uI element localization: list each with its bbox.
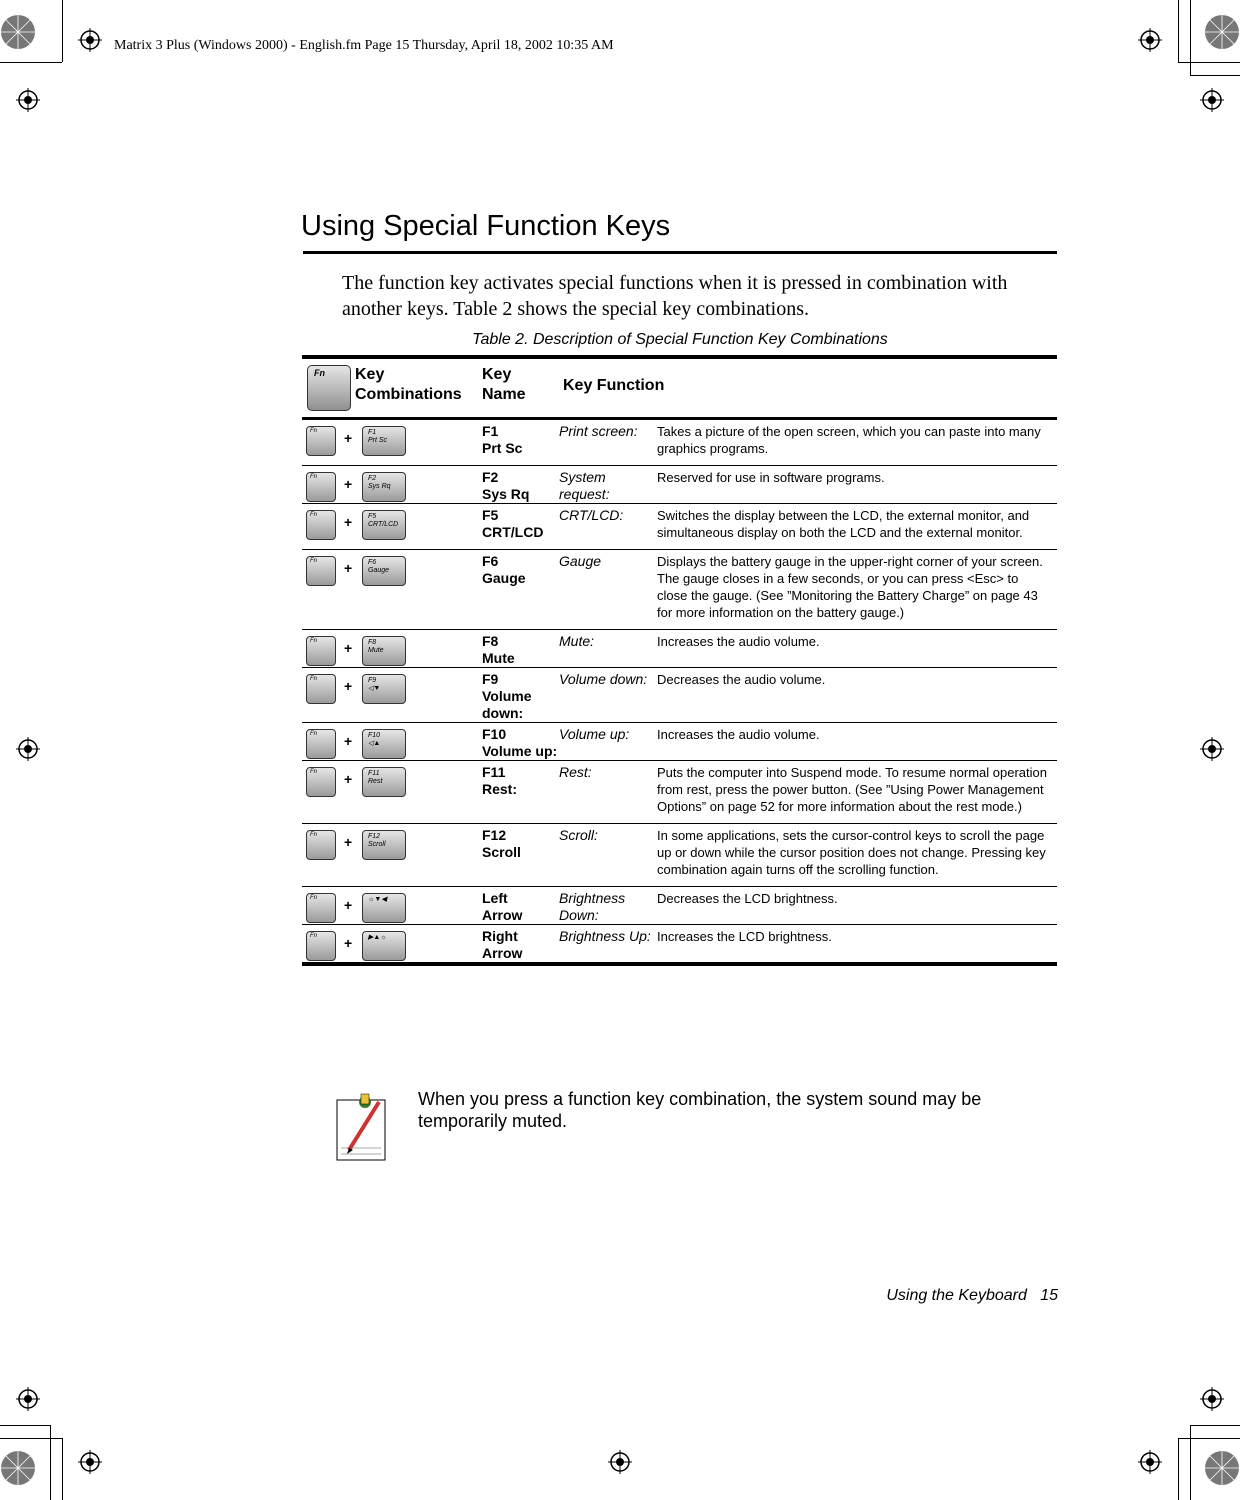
file-header: Matrix 3 Plus (Windows 2000) - English.fm Page 15 Thursday, April 18, 2002 10:35 AM	[114, 38, 614, 53]
function-key-icon: F9 ◁▼	[362, 674, 406, 704]
function-key-icon: F5 CRT/LCD	[362, 510, 406, 540]
table-row	[302, 504, 1057, 550]
key-function-description: In some applications, sets the cursor-control keys to scroll the page up or down while the cursor position does not change. Pressing key combination again turns off the scrolling function.	[657, 828, 1046, 877]
registration-mark-icon	[1200, 737, 1224, 761]
key-combination-cell	[302, 550, 482, 630]
color-target-icon	[1204, 14, 1240, 50]
table-row	[302, 630, 1057, 668]
key-function-description: Switches the display between the LCD, the external monitor, and simultaneous display on both the LCD and the external monitor.	[657, 508, 1030, 540]
function-key-icon: ☼▼◀	[362, 893, 406, 923]
key-name-cell	[482, 550, 559, 630]
function-key-icon: ▶▲☼	[362, 931, 406, 961]
key-function-description: Reserved for use in software programs.	[657, 470, 885, 485]
registration-mark-icon	[16, 737, 40, 761]
plus-sign: +	[344, 678, 353, 694]
registration-mark-icon	[608, 1450, 632, 1474]
plus-sign: +	[344, 897, 353, 913]
fn-key-icon: Fn	[306, 931, 336, 961]
key-label: Volume up:	[482, 743, 558, 759]
title-rule	[303, 251, 1057, 254]
key-combination-cell	[302, 419, 482, 466]
registration-mark-icon	[78, 1450, 102, 1474]
function-key-icon: F2 Sys Rq	[362, 472, 406, 502]
fn-key-icon: Fn	[306, 830, 336, 860]
key-name: F5	[482, 507, 499, 523]
key-label: Sys Rq	[482, 486, 530, 502]
function-key-icon: F10 ◁▲	[362, 729, 406, 759]
table-row	[302, 887, 1057, 925]
fn-key-icon: Fn	[306, 472, 336, 502]
key-name-cell	[482, 723, 559, 761]
key-name-cell	[482, 824, 559, 887]
key-name: F11	[482, 764, 506, 780]
table-header-row	[302, 357, 1057, 419]
key-function-description: Takes a picture of the open screen, which you can paste into many graphics programs.	[657, 424, 1041, 456]
key-function-description: Decreases the audio volume.	[657, 672, 826, 687]
key-combination-cell	[302, 925, 482, 965]
key-label: Mute	[482, 650, 515, 666]
key-combination-cell	[302, 466, 482, 504]
table-row	[302, 925, 1057, 965]
key-function-name: Brightness Down:	[559, 890, 626, 923]
key-combination-cell	[302, 504, 482, 550]
function-key-icon: F12 Scroll	[362, 830, 406, 860]
table-body	[302, 419, 1057, 965]
key-function-description: Puts the computer into Suspend mode. To resume normal operation from rest, press the power button. (See ”Using Power Management Options” on page 52 for more information about the rest mode.)	[657, 765, 1047, 814]
key-name: Right	[482, 928, 518, 944]
key-function-description: Increases the LCD brightness.	[657, 929, 832, 944]
key-name-cell	[482, 466, 559, 504]
key-combination-cell	[302, 630, 482, 668]
fn-key-icon: Fn	[306, 674, 336, 704]
plus-sign: +	[344, 733, 353, 749]
key-combination-cell	[302, 723, 482, 761]
intro-paragraph: The function key activates special functions when it is pressed in combination with another keys. Table 2 shows the special key combinations.	[342, 272, 1008, 320]
table-row	[302, 761, 1057, 824]
page-number: 15	[1040, 1287, 1058, 1304]
key-function-name: Scroll:	[559, 827, 598, 843]
key-combination-cell	[302, 761, 482, 824]
key-label: Scroll	[482, 844, 521, 860]
plus-sign: +	[344, 771, 353, 787]
key-function-name: CRT/LCD:	[559, 507, 624, 523]
key-name-cell	[482, 925, 559, 965]
key-name: F12	[482, 827, 507, 843]
key-name-cell	[482, 630, 559, 668]
key-combination-cell	[302, 824, 482, 887]
function-key-icon: F8 Mute	[362, 636, 406, 666]
registration-mark-icon	[1200, 88, 1224, 112]
plus-sign: +	[344, 640, 353, 656]
key-function-name: Print screen:	[559, 423, 638, 439]
registration-mark-icon	[16, 88, 40, 112]
table-caption: Table 2. Description of Special Function Key Combinations	[472, 331, 888, 348]
fn-key-icon: Fn	[306, 729, 336, 759]
header-combinations	[302, 357, 482, 419]
table-row	[302, 419, 1057, 466]
page-title: Using Special Function Keys	[301, 210, 671, 242]
registration-mark-icon	[1200, 1387, 1224, 1411]
key-name-cell	[482, 419, 559, 466]
fn-key-icon: Fn	[307, 365, 351, 411]
note-text: When you press a function key combination, the system sound may be temporarily muted.	[418, 1089, 982, 1131]
key-label: CRT/LCD	[482, 524, 544, 540]
table-row	[302, 466, 1057, 504]
header-key-function: Key Function	[563, 377, 665, 394]
table-row	[302, 668, 1057, 723]
key-function-name: Gauge	[559, 553, 602, 569]
key-name: F2	[482, 469, 499, 485]
key-function-description: Increases the audio volume.	[657, 634, 820, 649]
key-name-cell	[482, 761, 559, 824]
key-name: Left	[482, 890, 508, 906]
key-function-name: Brightness Up:	[559, 928, 651, 944]
plus-sign: +	[344, 560, 353, 576]
table-row	[302, 550, 1057, 630]
key-name: F8	[482, 633, 499, 649]
header-key-name: Key Name	[482, 366, 526, 403]
color-target-icon	[0, 14, 36, 50]
key-name: F9	[482, 671, 499, 687]
key-label: Prt Sc	[482, 440, 523, 456]
plus-sign: +	[344, 430, 353, 446]
note-pencil-icon	[335, 1092, 391, 1162]
registration-mark-icon	[1138, 28, 1162, 52]
key-name-cell	[482, 887, 559, 925]
key-label: Arrow	[482, 907, 523, 923]
key-function-name: Mute:	[559, 633, 595, 649]
function-key-icon: F6 Gauge	[362, 556, 406, 586]
registration-mark-icon	[16, 1387, 40, 1411]
header-combinations-label: Key Combinations	[355, 366, 462, 403]
key-function-description: Increases the audio volume.	[657, 727, 820, 742]
function-key-icon: F11 Rest	[362, 767, 406, 797]
key-name: F1	[482, 423, 499, 439]
fn-key-icon: Fn	[306, 510, 336, 540]
plus-sign: +	[344, 935, 353, 951]
key-label: Volume down:	[482, 688, 532, 721]
key-label: Gauge	[482, 570, 526, 586]
key-function-name: Volume up:	[559, 726, 630, 742]
key-name-cell	[482, 668, 559, 723]
function-key-table	[302, 355, 1057, 966]
key-combination-cell	[302, 887, 482, 925]
fn-key-icon: Fn	[306, 426, 336, 456]
color-target-icon	[0, 1450, 36, 1486]
key-name: F10	[482, 726, 507, 742]
key-function-description: Decreases the LCD brightness.	[657, 891, 838, 906]
fn-key-icon: Fn	[306, 636, 336, 666]
key-function-name: System request:	[559, 469, 610, 502]
registration-mark-icon	[78, 28, 102, 52]
page-footer	[886, 1287, 1058, 1305]
color-target-icon	[1204, 1450, 1240, 1486]
fn-key-icon: Fn	[306, 893, 336, 923]
key-label: Rest:	[482, 781, 518, 797]
plus-sign: +	[344, 476, 353, 492]
key-label: Arrow	[482, 945, 523, 961]
footer-section: Using the Keyboard	[886, 1287, 1027, 1304]
key-name: F6	[482, 553, 499, 569]
registration-mark-icon	[1138, 1450, 1162, 1474]
key-combination-cell	[302, 668, 482, 723]
fn-key-icon: Fn	[306, 556, 336, 586]
key-function-name: Rest:	[559, 764, 592, 780]
key-function-description: Displays the battery gauge in the upper-right corner of your screen. The gauge closes in a few seconds, or you can press <Esc> to close the gauge. (See ”Monitoring the Battery Charge” on page 43 for more information on the battery gauge.)	[657, 554, 1043, 620]
table-row	[302, 723, 1057, 761]
fn-key-icon: Fn	[306, 767, 336, 797]
plus-sign: +	[344, 514, 353, 530]
key-function-name: Volume down:	[559, 671, 648, 687]
plus-sign: +	[344, 834, 353, 850]
table-row	[302, 824, 1057, 887]
function-key-icon: F1 Prt Sc	[362, 426, 406, 456]
key-name-cell	[482, 504, 559, 550]
